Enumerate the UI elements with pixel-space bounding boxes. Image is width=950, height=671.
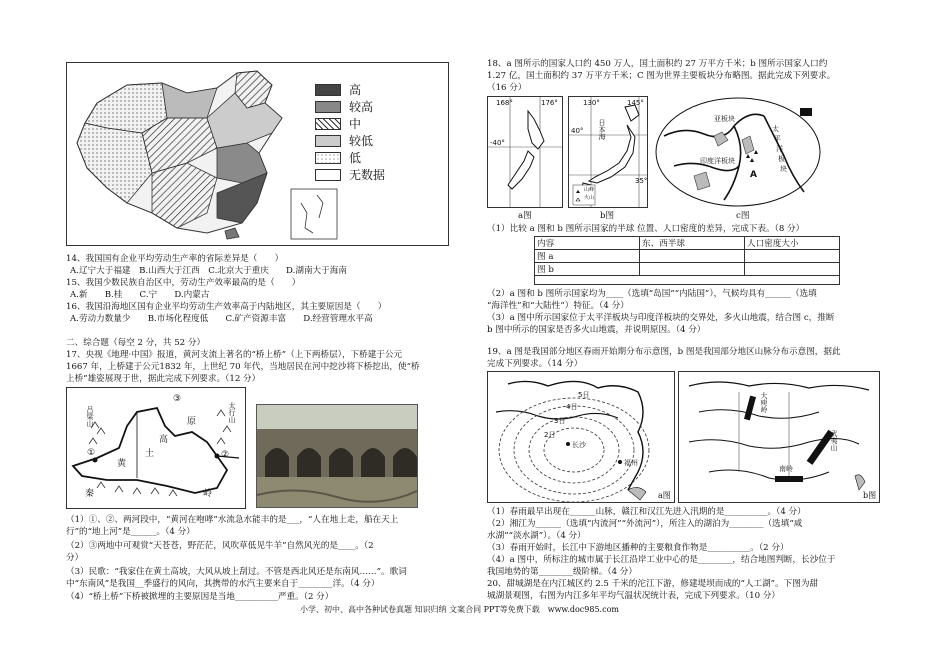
label-lvliang: 吕梁山 bbox=[86, 406, 94, 427]
q17-sub2-line: 分） bbox=[66, 553, 84, 563]
table-header-cell: 内容 bbox=[535, 237, 640, 250]
map-b-lon1: 130° bbox=[583, 99, 600, 107]
q17-sub2-line: （2）③两地中可观赏“天苍苍，野茫茫，风吹草低见牛羊”自然风光的是____。（2 bbox=[66, 541, 374, 551]
map-a-label-date: 4日 bbox=[566, 403, 578, 411]
map-c-caption: c图 bbox=[736, 211, 750, 221]
q18-sub1: （1）比较 a 图和 b 图所示国家的半球 位置、人口密度的差异，完成下表。（8 分） bbox=[487, 224, 805, 234]
table-row bbox=[535, 250, 840, 263]
section-2-title: 二、综合题（每空 2 分，共 52 分） bbox=[66, 338, 206, 348]
new-zealand-graphic bbox=[488, 97, 562, 207]
map-b-sea: 日本海 bbox=[598, 119, 606, 140]
map-a-label-date: 5日 bbox=[578, 391, 590, 399]
map-a-lat: -40° bbox=[490, 139, 505, 147]
bridge-photo bbox=[256, 404, 418, 508]
legend-label: 中 bbox=[349, 117, 362, 131]
map-a-lon1: 168° bbox=[496, 99, 513, 107]
table-header-row bbox=[535, 237, 840, 250]
table-row bbox=[535, 263, 840, 276]
label-taihang: 太行山 bbox=[228, 402, 236, 423]
map-c-label-indian-plate: 印度洋板块 bbox=[700, 157, 735, 165]
map-b-label-nanling: 南岭 bbox=[779, 465, 793, 473]
mountains-graphic bbox=[679, 372, 879, 502]
map-b-caption: b图 bbox=[863, 491, 877, 500]
map-b-legend-peak: 山峰 bbox=[584, 187, 595, 193]
legend-swatch-medium-low bbox=[315, 135, 341, 147]
table-cell-empty[interactable] bbox=[745, 250, 840, 263]
label-gao: 高 bbox=[159, 435, 169, 445]
map-b-label-dayu: 大庾岭 bbox=[760, 392, 768, 413]
label-ling: 岭 bbox=[203, 489, 213, 499]
label-huang: 黄 bbox=[117, 459, 127, 469]
map-a-caption: a图 bbox=[658, 491, 671, 500]
q18-intro-line: 1.27 亿，国土面积约 37 万平方千米；C 图为世界主要板块分布略图。据此完成下列要求。 bbox=[487, 71, 836, 81]
map-b-japan bbox=[568, 96, 648, 208]
map-c-label-pacific: 洋 bbox=[776, 145, 783, 153]
label-circle-2: ② bbox=[221, 450, 230, 460]
japan-graphic bbox=[569, 97, 647, 207]
q18-sub3-line: （3）a 图中所示国家位于太平洋板块与印度洋板块的交界处，多火山地震，结合图 c，推断 bbox=[487, 313, 835, 323]
q17-sub1-line: （1）①、②、两河段中，“黄河在咆哮”水流急水能丰的是___，“人在地上走，船在天上 bbox=[66, 515, 399, 525]
table-header-cell: 人口密度大小 bbox=[745, 237, 840, 250]
china-productivity-map bbox=[66, 62, 449, 246]
label-yuan: 原 bbox=[187, 417, 197, 427]
q17-sub3-line: （3）民歌：“我家住在黄土高坡，大风从坡上刮过。不管是西北风还是东南风……”。歌词 bbox=[66, 567, 407, 577]
label-qin: 秦 bbox=[85, 489, 95, 499]
label-circle-3: ③ bbox=[173, 394, 182, 404]
q18-compare-table bbox=[534, 236, 840, 276]
legend-item bbox=[315, 149, 385, 166]
map-a-lon2: 176° bbox=[541, 99, 558, 107]
q17-loess-map bbox=[66, 387, 246, 509]
china-map-graphic bbox=[67, 63, 448, 245]
q19-sub4-line: 我国地势的第________级阶梯。（4 分） bbox=[487, 567, 637, 577]
q14-options: A.辽宁大于福建 B.山西大于江西 C.北京大于重庆 D.湖南大于海南 bbox=[70, 266, 347, 276]
q17-intro-line: 上桥”雄姿展现于世，据此完成下列要求。（12 分） bbox=[66, 374, 261, 384]
table-cell-empty[interactable] bbox=[745, 263, 840, 276]
q20-intro-line: 20、甜城湖是在内江城区约 2.5 千米的沱江下游，修建堤坝而成的“人工湖”。下图为甜 bbox=[487, 579, 819, 589]
legend-label: 无数据 bbox=[349, 168, 386, 182]
label-circle-1: ① bbox=[87, 448, 96, 458]
map-b-caption: b图 bbox=[600, 211, 615, 221]
legend-swatch-no-data bbox=[315, 169, 341, 181]
table-header-cell: 东、西半球 bbox=[640, 237, 745, 250]
legend-label: 高 bbox=[349, 83, 362, 97]
map-a-new-zealand bbox=[487, 96, 563, 208]
legend-swatch-low bbox=[315, 152, 341, 164]
table-spacer-row bbox=[534, 275, 840, 285]
q19-intro-line: 19、a 图是我国部分地区春雨开始期分布示意图，b 图是我国部分地区山脉分布示意图，据此 bbox=[487, 347, 841, 357]
q17-intro-line: 1667 年，上桥建于公元1832 年，上世纪 70 年代，当地居民在河中挖沙将下桥挖出，使“桥 bbox=[66, 362, 420, 372]
q19-sub1: （1）春雨最早出现在______山脉，赣江和汉江先进入汛期的是__________。（4 分） bbox=[487, 507, 806, 517]
legend-item bbox=[315, 98, 385, 115]
q19-sub4-line: （4）a 图中，所标注的城市属于长江沿岸工业中心的是________，结合地图判断，长沙位于 bbox=[487, 555, 836, 565]
q18-sub2-line: （2）a 图和 b 图所示国家均为____（选填“岛国”“内陆国”），气候均具有______（选填 bbox=[487, 289, 817, 299]
q17-sub1-line: 行”的“地上河”是______。（4 分） bbox=[66, 527, 195, 537]
map-c-label-pacific: 太 bbox=[772, 125, 779, 133]
q19-map-b-mountains bbox=[678, 371, 880, 503]
map-b-lon2: 145° bbox=[627, 99, 644, 107]
map-a-label-date: 3日 bbox=[554, 417, 566, 425]
q16-options: A.劳动力数量少 B.市场化程度低 C.矿产资源丰富 D.经营管理水平高 bbox=[70, 314, 373, 324]
map-a-label-changsha: 长沙 bbox=[572, 441, 586, 449]
map-a-caption: a图 bbox=[518, 211, 532, 221]
map-c-label-pacific: 平 bbox=[774, 135, 781, 143]
legend-swatch-high bbox=[315, 84, 341, 96]
bridge-photo-graphic bbox=[257, 405, 417, 507]
q18-intro-line: （16 分） bbox=[487, 83, 527, 93]
legend-item bbox=[315, 115, 385, 132]
legend-label: 较低 bbox=[349, 134, 374, 148]
map-c-label-a: A bbox=[750, 170, 757, 180]
q17-sub3-line: 中“东南风”是我国__季盛行的风向，其携带的水汽主要来自于________洋。（4 分） bbox=[66, 579, 380, 589]
map-b-label-wuyi: 武夷山 bbox=[830, 430, 838, 451]
legend-item bbox=[315, 81, 385, 98]
q20-intro-line: 城湖景观图，右图为内江多年平均气温状况统计表，完成下列要求。（10 分） bbox=[487, 591, 780, 601]
table-cell-empty[interactable] bbox=[640, 250, 745, 263]
map-c-label-pacific: 板 bbox=[778, 155, 785, 163]
q18-sub3-line: b 图中所示的国家是否多火山地震，并说明原因。（4 分） bbox=[487, 325, 706, 335]
q16-stem: 16、我国沿海地区国有企业平均劳动生产效率高于内陆地区，其主要原因是（ ） bbox=[66, 302, 387, 312]
legend-item bbox=[315, 166, 385, 183]
q18-sub2-line: “海洋性”和“大陆性”）特征。（4 分） bbox=[487, 301, 629, 311]
legend-label: 较高 bbox=[349, 100, 374, 114]
map-b-legend-volcano: 火山 bbox=[584, 195, 595, 201]
legend-label: 低 bbox=[349, 151, 362, 165]
q19-sub2-line: 水湖”“淡水湖”）。（4 分） bbox=[487, 531, 586, 541]
map-a-label-fuzhou: 福州 bbox=[624, 459, 638, 467]
map-c-plates bbox=[654, 96, 822, 208]
q14-stem: 14、我国国有企业平均劳动生产率的省际差异是（ ） bbox=[66, 254, 284, 264]
q15-options: A.新 B.桂 C.宁 D.内蒙古 bbox=[70, 290, 210, 300]
map-c-label-asia-plate: 亚板块 bbox=[714, 115, 735, 123]
q17-sub4: （4）“桥上桥”下桥被掀埋的主要原因是当地__________严重。（2 分） bbox=[66, 592, 334, 602]
map-c-label-pacific: 块 bbox=[780, 165, 787, 173]
map-legend bbox=[315, 81, 385, 183]
legend-swatch-medium-high bbox=[315, 101, 341, 113]
plates-graphic bbox=[654, 96, 822, 208]
map-b-lat2: 35° bbox=[635, 177, 648, 185]
q19-sub3: （3）春雨开始时，长江中下游地区播种的主要粮食作物是__________。（2 分） bbox=[487, 543, 789, 553]
map-a-label-date: 2日 bbox=[544, 431, 556, 439]
legend-swatch-medium bbox=[315, 118, 341, 130]
q18-intro-line: 18、a 图所示的国家人口约 450 万人，国土面积约 27 万平方千米；b 图所示国家人口约 bbox=[487, 59, 828, 69]
label-tu: 土 bbox=[145, 449, 155, 459]
q19-sub2-line: （2）湘江为______（选填“内流河”“外流河”），所注入的湖泊为________（选填“咸 bbox=[487, 519, 803, 529]
q15-stem: 15、我国少数民族自治区中，劳动生产效率最高的是（ ） bbox=[66, 278, 301, 288]
map-b-lat1: 40° bbox=[571, 127, 584, 135]
page-footer: 小学、初中、高中各种试卷真题 知识归纳 文案合同 PPT等免费下载 www.doc985.com bbox=[300, 605, 619, 614]
q17-intro-line: 17、央视《地理·中国》报道，黄河支流上著名的“桥上桥”（上下两桥层），下桥建于公元 bbox=[66, 350, 403, 360]
table-cell: 图 a bbox=[535, 250, 640, 263]
table-cell-empty[interactable] bbox=[640, 263, 745, 276]
table-cell: 图 b bbox=[535, 263, 640, 276]
q19-intro-line: 完成下列要求。（14 分） bbox=[487, 359, 583, 369]
legend-item bbox=[315, 132, 385, 149]
q19-map-a-spring-rain bbox=[487, 371, 675, 503]
